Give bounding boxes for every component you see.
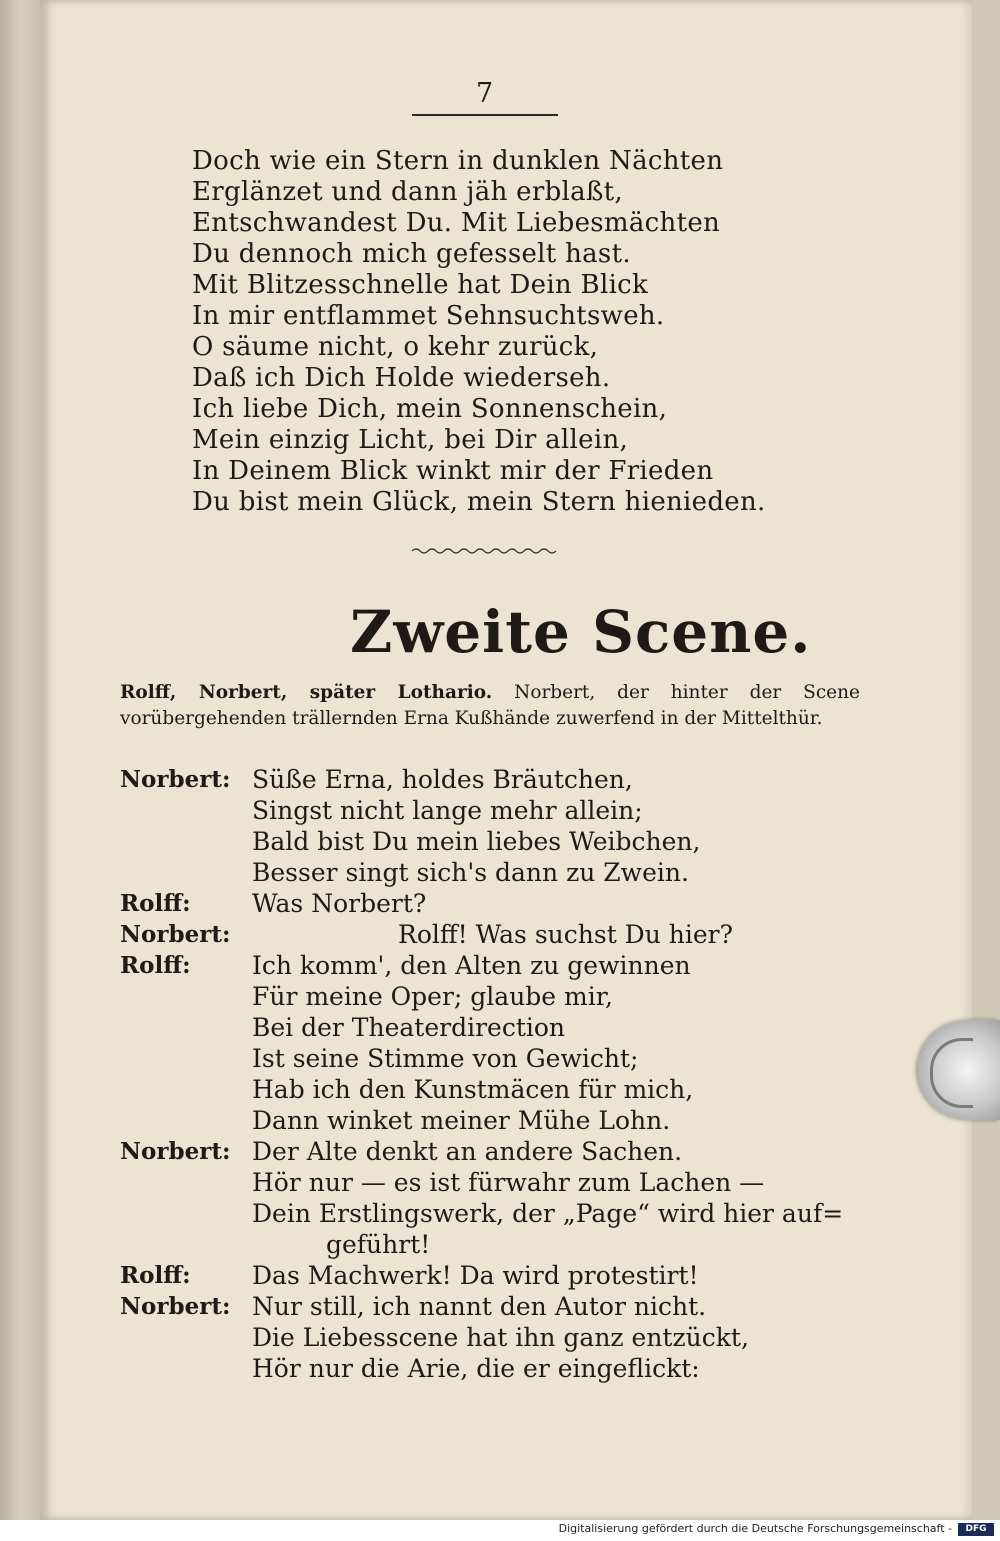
speaker-name: Rolff: [120,1262,191,1289]
dialogue-line [120,981,880,1012]
dialogue-line [120,1105,880,1136]
speaker-name: Norbert: [120,766,231,793]
funding-note: Digitalisierung gefördert durch die Deutsche Forschungsgemeinschaft - [558,1522,952,1535]
dialogue-line [120,764,880,795]
line-text: Ist seine Stimme von Gewicht; [252,1044,639,1073]
line-text: Hör nur — es ist fürwahr zum Lachen — [252,1168,765,1197]
dialogue-line [120,888,880,919]
dialogue-line [120,795,880,826]
speaker-name: Rolff: [120,890,191,917]
line-text: Süße Erna, holdes Bräutchen, [252,765,633,794]
speaker-name: Norbert: [120,921,231,948]
line-text: Das Machwerk! Da wird protestirt! [252,1261,699,1290]
poem-line: In mir entflammet Sehnsuchtsweh. [192,301,665,331]
line-text: Besser singt sich's dann zu Zwein. [252,858,689,887]
dialogue-line [120,1229,880,1260]
line-text: Rolff! Was suchst Du hier? [398,920,734,949]
poem-line: Doch wie ein Stern in dunklen Nächten [192,146,724,176]
book-page [40,0,972,1520]
scene-title: Zweite Scene. [350,598,812,666]
line-continuation: geführt! [326,1230,431,1259]
line-text: Hab ich den Kunstmäcen für mich, [252,1075,694,1104]
page-number: 7 [476,78,494,109]
dialogue-line [120,857,880,888]
dialogue-line [120,1167,880,1198]
dialogue-line [120,826,880,857]
stage-direction-text: Norbert, der hinter der Scene vorübergehenden trällernden Erna Kußhände zuwerfend in der Mittelthür. [120,682,860,729]
stage-direction-characters: Rolff, Norbert, später Lothario. [120,682,493,703]
line-text: Bald bist Du mein liebes Weibchen, [252,827,701,856]
poem-line: Erglänzet und dann jäh erblaßt, [192,177,623,207]
dialogue-line [120,1012,880,1043]
poem-line: Du bist mein Glück, mein Stern hienieden. [192,487,766,517]
poem-block [192,146,766,518]
line-text: Dein Erstlingswerk, der „Page“ wird hier auf= [252,1199,844,1228]
line-text: Bei der Theaterdirection [252,1013,566,1042]
poem-line: Mit Blitzesschnelle hat Dein Blick [192,270,649,300]
line-text: Was Norbert? [252,889,427,918]
dialogue-line [120,1198,880,1229]
dialogue-line [120,1043,880,1074]
poem-line: O säume nicht, o kehr zurück, [192,332,599,362]
clip-ring [930,1038,973,1108]
dialogue-line [120,919,880,950]
line-text: Singst nicht lange mehr allein; [252,796,643,825]
dialogue-line [120,1260,880,1291]
line-text: Dann winket meiner Mühe Lohn. [252,1106,671,1135]
poem-line: Mein einzig Licht, bei Dir allein, [192,425,629,455]
dialogue-line [120,1074,880,1105]
dialogue-line [120,950,880,981]
speaker-name: Norbert: [120,1293,231,1320]
poem-line: Entschwandest Du. Mit Liebesmächten [192,208,721,238]
speaker-name: Norbert: [120,1138,231,1165]
speaker-name: Rolff: [120,952,191,979]
poem-line: In Deinem Blick winkt mir der Frieden [192,456,714,486]
wavy-divider [412,546,558,556]
poem-line: Du dennoch mich gefesselt hast. [192,239,631,269]
dialogue-block [120,764,880,1384]
dialogue-line [120,1322,880,1353]
line-text: Der Alte denkt an andere Sachen. [252,1137,683,1166]
header-rule [412,114,558,116]
dialogue-line [120,1291,880,1322]
line-text: Hör nur die Arie, die er eingeflickt: [252,1354,700,1383]
stage-direction [120,680,860,732]
line-text: Für meine Oper; glaube mir, [252,982,613,1011]
line-text: Ich komm', den Alten zu gewinnen [252,951,691,980]
poem-line: Ich liebe Dich, mein Sonnenschein, [192,394,668,424]
dialogue-line [120,1136,880,1167]
poem-line: Daß ich Dich Holde wiederseh. [192,363,611,393]
line-text: Nur still, ich nannt den Autor nicht. [252,1292,707,1321]
dfg-logo: DFG [958,1523,994,1536]
dialogue-line [120,1353,880,1384]
line-text: Die Liebesscene hat ihn ganz entzückt, [252,1323,749,1352]
